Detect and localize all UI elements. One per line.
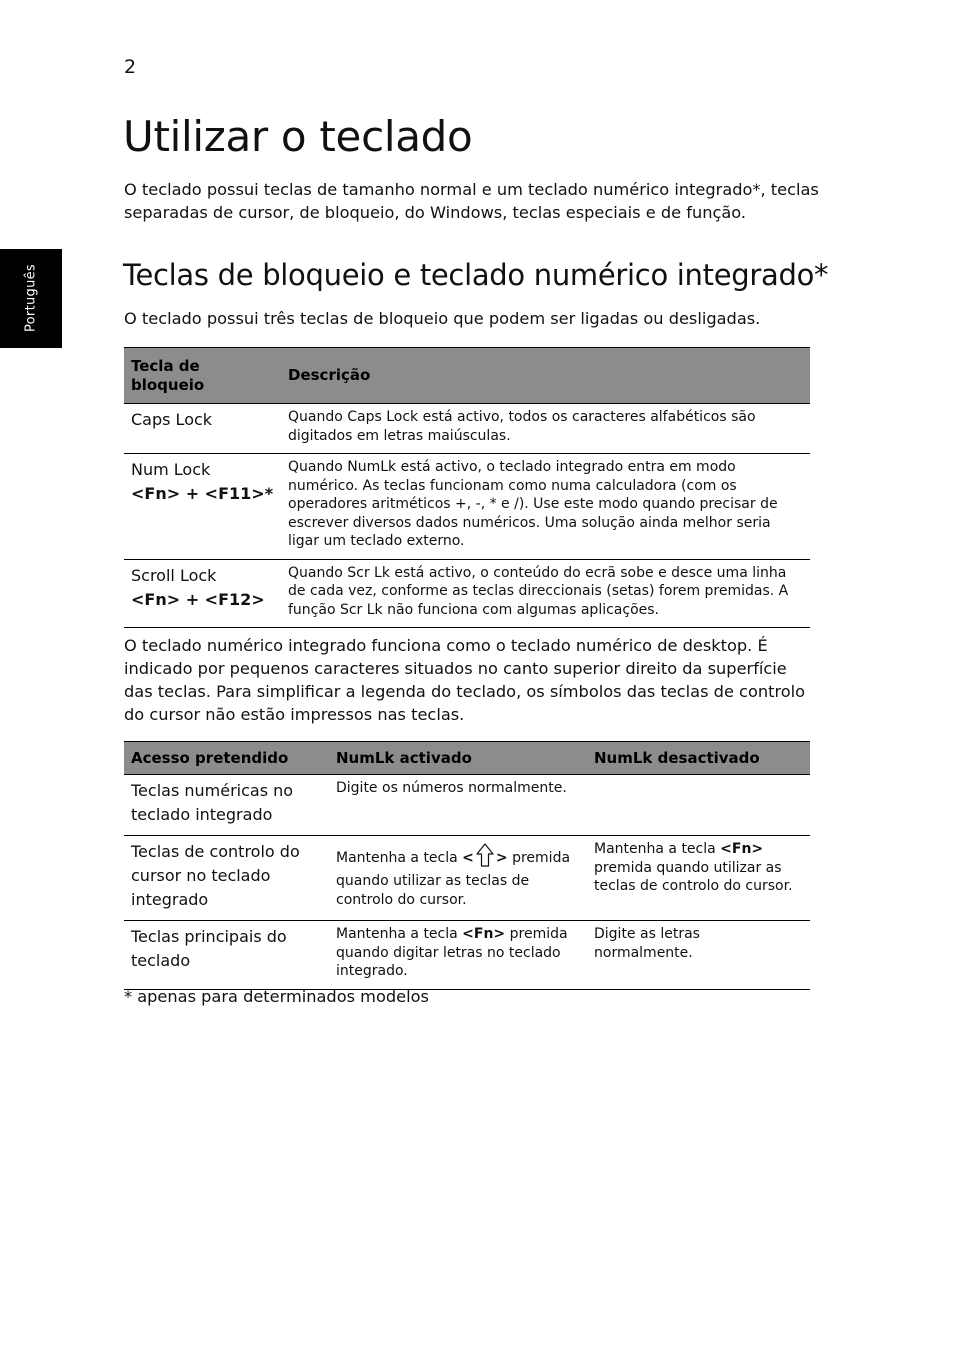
header-numlk-on: NumLk activado [329,742,587,775]
table-row [124,836,810,921]
intro-paragraph: O teclado possui teclas de tamanho normal e um teclado numérico integrado*, teclas separadas de cursor, de bloqueio, do Windows, teclas especiais e de função. [124,180,819,222]
header-numlk-off: NumLk desactivado [587,742,810,775]
lock-key-name: Num Lock [131,460,211,479]
language-side-tab-label: Português [23,264,39,332]
numlk-off-cell [587,836,810,921]
page-number: 2 [124,56,137,78]
table-row [124,921,810,990]
page-title: Utilizar o teclado [123,112,473,161]
fn-key-label: <Fn> [720,841,764,857]
fn-key-label: <Fn> [462,926,506,942]
lock-key-name: Scroll Lock [131,565,217,585]
access-cell: Teclas principais do teclado [124,921,329,990]
table-row [124,404,810,454]
table-header-row [124,742,810,775]
lock-key-name: Caps Lock [131,410,213,429]
embedded-keypad-paragraph: O teclado numérico integrado funciona como o teclado numérico de desktop. É indicado por pequenos caracteres situados no canto superior direito da superfície das teclas. Para simplificar a legenda do teclado, os símbolos das teclas de controlo do cursor não estão impressos nas teclas. [124,636,806,724]
lock-key-cell [124,454,281,560]
cell-text: Mantenha a tecla [336,849,463,866]
lock-description: Quando NumLk está activo, o teclado integrado entra em modo numérico. As teclas funcionam como numa calculadora (com os operadores aritméticos +, -, * e /). Use este modo quando precisar de escrever diversos dados numéricos. Uma solução ainda melhor seria ligar um teclado externo. [281,454,810,560]
numlk-on-cell [329,836,587,921]
table-row [124,775,810,836]
access-table [124,741,810,990]
access-cell: Teclas numéricas no teclado integrado [131,781,294,824]
header-description: Descrição [281,348,810,404]
key-bracket-close: > [495,849,508,866]
lock-key-cell [124,559,281,628]
lock-description: Quando Caps Lock está activo, todos os caracteres alfabéticos são digitados em letras maiúsculas. [288,409,756,444]
table-header-row [124,348,810,404]
lock-key-combo: <Fn> + <F12> [131,589,265,609]
numlk-off-cell: Digite as letras normalmente. [587,921,810,990]
shift-arrow-icon [476,843,494,873]
footnote: * apenas para determinados modelos [124,987,429,1006]
section-title: Teclas de bloqueio e teclado numérico integrado* [123,258,829,292]
numlk-on-cell [329,921,587,990]
numlk-on-cell: Digite os números normalmente. [336,780,567,796]
lock-key-cell [124,404,281,454]
lock-keys-table [124,347,810,628]
table-row [124,559,810,628]
cell-text: premida quando digitar letras no teclado integrado. [336,926,568,979]
cell-text: premida quando utilizar as teclas de controlo do cursor. [336,849,571,908]
cell-text: premida quando utilizar as teclas de controlo do cursor. [594,859,793,894]
numlk-off-cell [587,775,810,836]
table-row [124,454,810,560]
language-side-tab [0,249,62,348]
section-lead: O teclado possui três teclas de bloqueio que podem ser ligadas ou desligadas. [124,309,761,328]
key-bracket-open: < [462,849,474,866]
cell-text: Mantenha a tecla [336,926,463,942]
access-cell: Teclas de controlo do cursor no teclado integrado [124,836,329,921]
lock-description: Quando Scr Lk está activo, o conteúdo do ecrã sobe e desce uma linha de cada vez, conforme as teclas direccionais (setas) forem premidas. A função Scr Lk não funciona com algumas aplicações. [281,559,810,628]
header-access: Acesso pretendido [124,742,329,775]
cell-text: Mantenha a tecla [594,841,721,857]
header-lock-key: Tecla de bloqueio [124,348,281,404]
lock-key-combo: <Fn> + <F11>* [131,484,274,503]
